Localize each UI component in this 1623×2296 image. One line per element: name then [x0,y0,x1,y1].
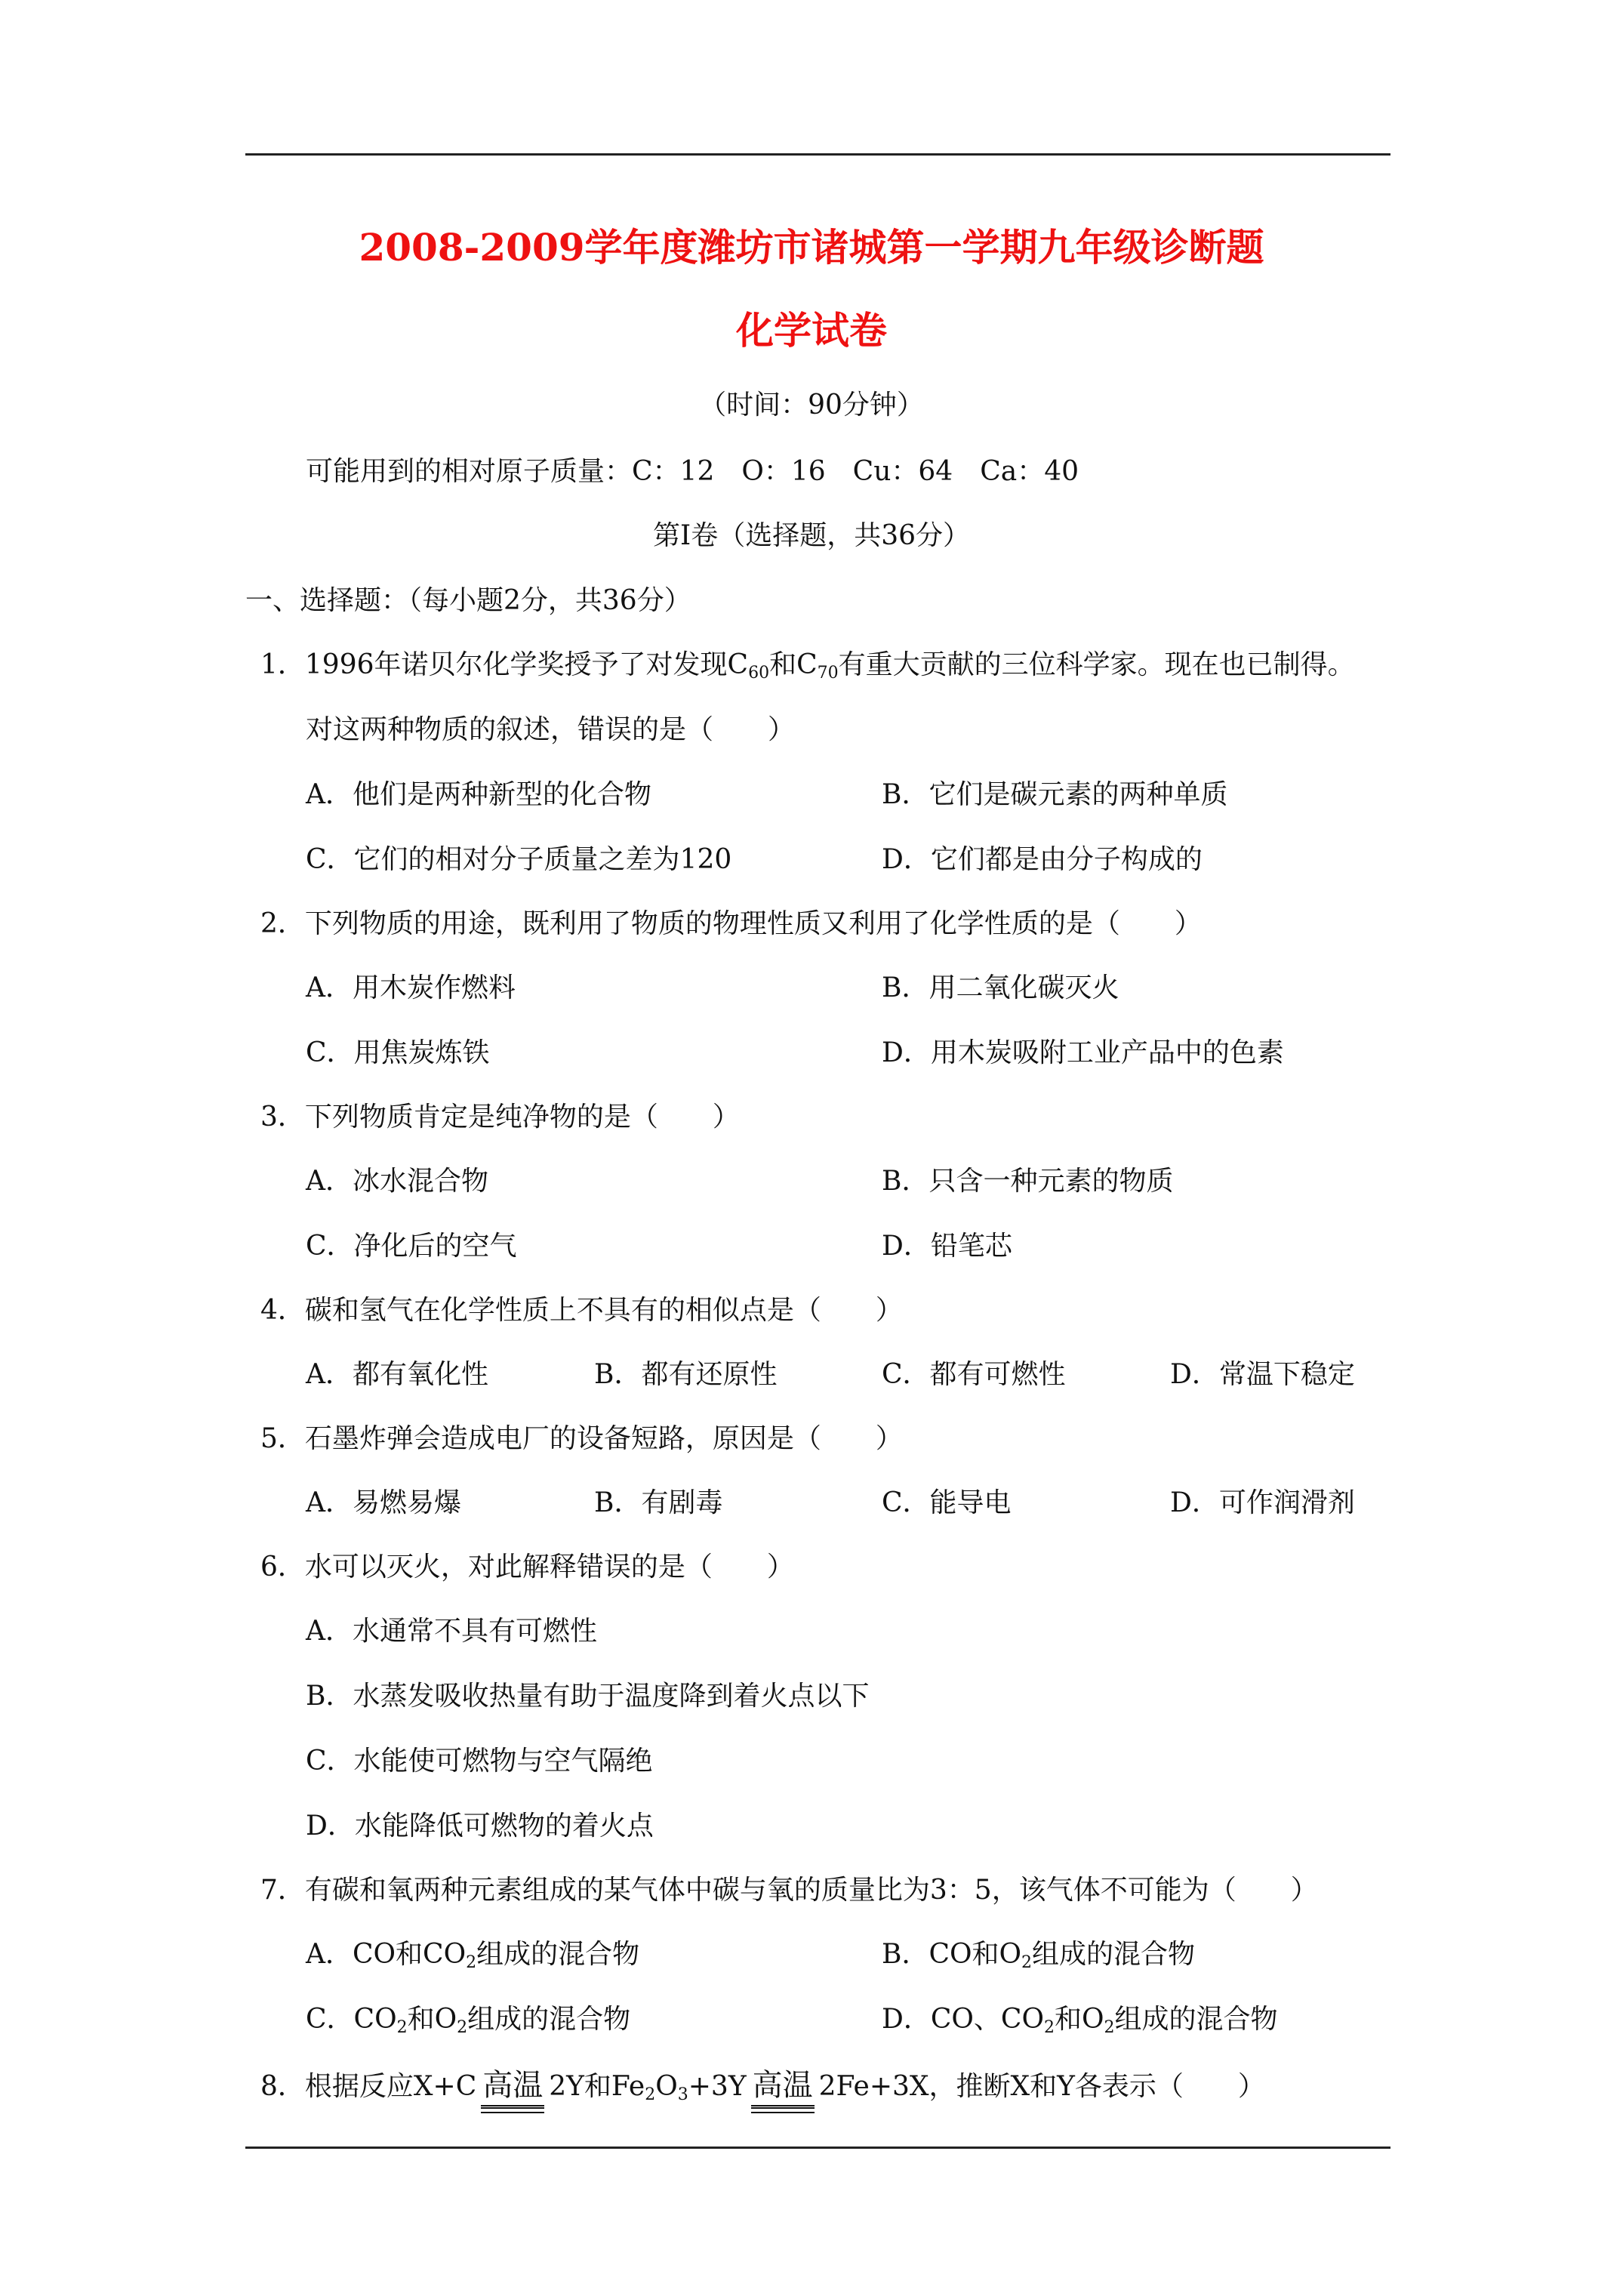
exam-subtitle: 化学试卷 [736,308,887,353]
q5-option-a: A．易燃易爆 [306,1487,461,1518]
q6-option-d: D．水能降低可燃物的着火点 [306,1811,654,1841]
bottom-rule [245,2147,1390,2149]
section-title: 一、选择题：（每小题2分，共36分） [245,585,691,616]
q7-option-d: D．CO、$CO_2$和$O_2$组成的混合物 [882,2004,1278,2037]
q4-option-a: A．都有氧化性 [306,1359,488,1390]
q2-option-d: D．用木炭吸附工业产品中的色素 [882,1037,1284,1068]
q3-option-a: A．冰水混合物 [306,1166,488,1197]
question-4-stem: 4．碳和氢气在化学性质上不具有的相似点是（ ） [260,1295,903,1326]
q5-option-c: C．能导电 [882,1487,1012,1518]
q1-option-a: A．他们是两种新型的化合物 [306,779,651,810]
question-2-stem: 2．下列物质的用途，既利用了物质的物理性质又利用了化学性质的是（ ） [260,908,1202,939]
q4-option-c: C．都有可燃性 [882,1359,1066,1390]
exam-title: 2008-2009学年度潍坊市诸城第一学期九年级诊断题 [359,225,1264,270]
question-8-stem: 8．根据反应X+C 高温 2Y和$Fe_2O_3+3Y$ 高温 2Fe+3X，推断X和Y各表示（ ） [260,2061,1265,2104]
reaction-condition-1: 高温 [479,2061,546,2104]
question-3-stem: 3．下列物质肯定是纯净物的是（ ） [260,1102,740,1133]
q2-option-a: A．用木炭作燃料 [306,972,516,1003]
question-6-stem: 6．水可以灭火，对此解释错误的是（ ） [260,1552,794,1583]
q3-option-b: B．只含一种元素的物质 [882,1166,1174,1197]
question-7-stem: 7．有碳和氧两种元素组成的某气体中碳与氧的质量比为3：5，该气体不可能为（ ） [260,1875,1318,1906]
q4-option-d: D．常温下稳定 [1170,1359,1355,1390]
q4-option-b: B．都有还原性 [594,1359,778,1390]
q1-option-b: B．它们是碳元素的两种单质 [882,779,1228,810]
q6-option-c: C．水能使可燃物与空气隔绝 [306,1746,653,1777]
atomic-masses: 可能用到的相对原子质量：C：12 O：16 Cu：64 Ca：40 [306,456,1079,487]
q2-option-c: C．用焦炭炼铁 [306,1037,490,1068]
q5-option-d: D．可作润滑剂 [1170,1487,1355,1518]
q1-option-c: C．它们的相对分子质量之差为120 [306,844,732,875]
q1-option-d: D．它们都是由分子构成的 [882,844,1203,875]
q6-option-b: B．水蒸发吸收热量有助于温度降到着火点以下 [306,1681,870,1712]
q3-option-d: D．铅笔芯 [882,1231,1012,1262]
question-5-stem: 5．石墨炸弹会造成电厂的设备短路，原因是（ ） [260,1423,903,1454]
question-1-stem: 1．1996年诺贝尔化学奖授予了对发现$C_{60}$和$C_{70}$有重大贡献的三位科学家。现在也已制得。 [260,649,1355,683]
volume-title: 第Ⅰ卷（选择题，共36分） [652,520,971,551]
top-rule [245,153,1390,156]
time-limit: （时间：90分钟） [699,390,924,421]
q7-option-a: A．CO和$CO_2$组成的混合物 [306,1939,640,1972]
q7-option-c: C．$CO_2$和$O_2$组成的混合物 [306,2004,631,2037]
q2-option-b: B．用二氧化碳灭火 [882,972,1119,1003]
q5-option-b: B．有剧毒 [594,1487,723,1518]
q6-option-a: A．水通常不具有可燃性 [306,1616,597,1647]
question-1-stem-cont: 对这两种物质的叙述，错误的是（ ） [306,714,796,745]
q7-option-b: B．CO和$O_2$组成的混合物 [882,1939,1196,1972]
reaction-condition-2: 高温 [750,2061,816,2104]
q3-option-c: C．净化后的空气 [306,1231,517,1262]
